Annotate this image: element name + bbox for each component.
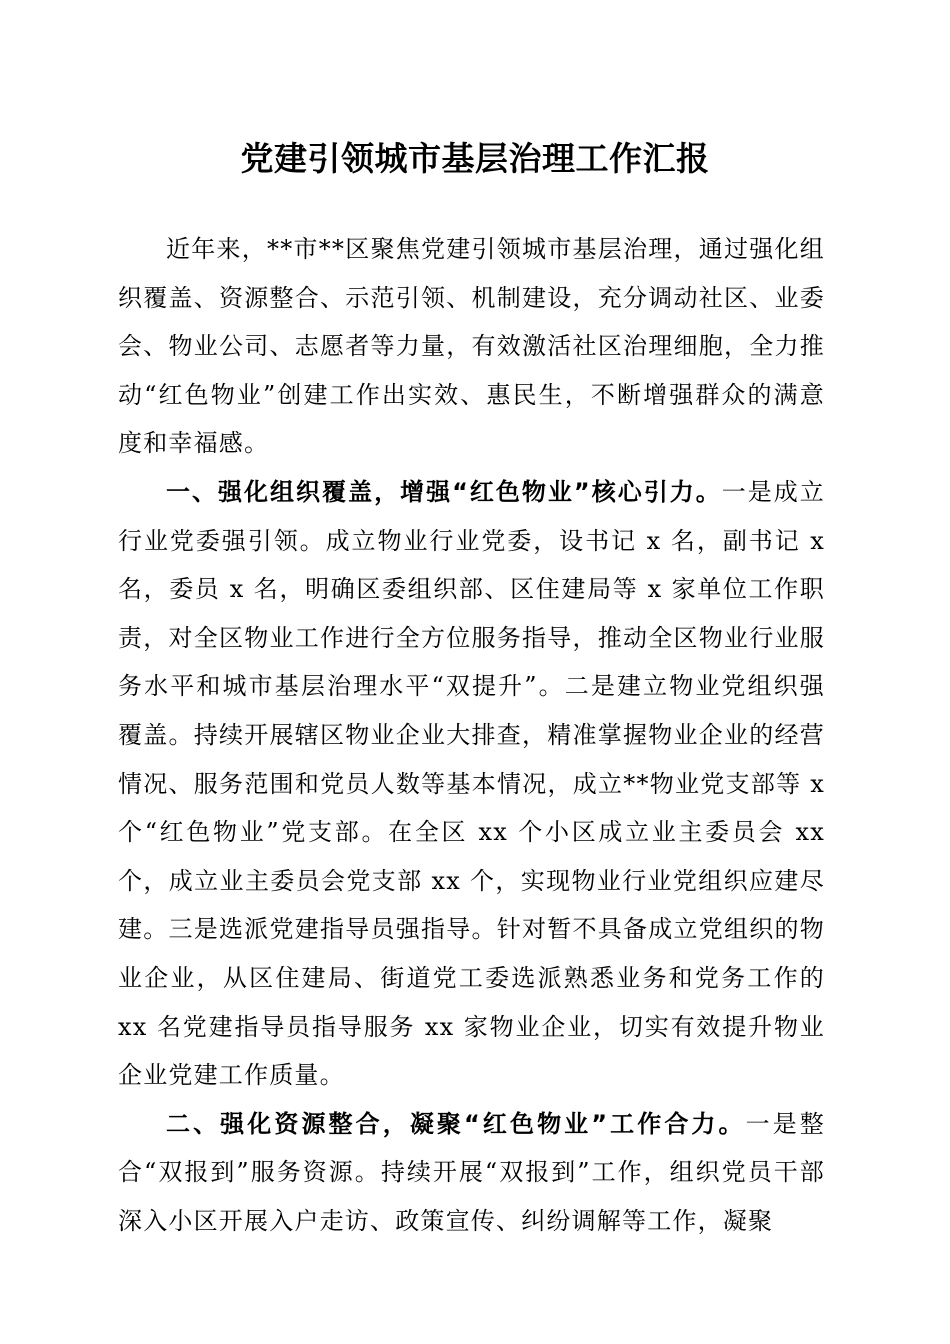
section-2-paragraph bbox=[118, 1100, 825, 1246]
section-1-paragraph bbox=[118, 468, 825, 1100]
document-title: 党建引领城市基层治理工作汇报 bbox=[240, 139, 710, 178]
document-body bbox=[118, 225, 825, 1245]
section-2-body: 一是整合“双报到”服务资源。持续开展“双报到”工作，组织党员干部深入小区开展入户走访、政策宣传、纠纷调解等工作，凝聚 bbox=[118, 1109, 825, 1235]
section-2-heading: 二、强化资源整合，凝聚“红色物业”工作合力。 bbox=[166, 1109, 746, 1138]
intro-paragraph: 近年来，**市**区聚焦党建引领城市基层治理，通过强化组织覆盖、资源整合、示范引领、机制建设，充分调动社区、业委会、物业公司、志愿者等力量，有效激活社区治理细胞，全力推动“红色物业”创建工作出实效、惠民生，不断增强群众的满意度和幸福感。 bbox=[118, 235, 825, 458]
section-1-body: 一是成立行业党委强引领。成立物业行业党委，设书记 x 名，副书记 x 名，委员 x 名，明确区委组织部、区住建局等 x 家单位工作职责，对全区物业工作进行全方位服务指导，推动全区物业行业服务水平和城市基层治理水平“双提升”。二是建立物业党组织强覆盖。持续开展辖区物业企业大排查，精准掌握物业企业的经营情况、服务范围和党员人数等基本情况，成立**物业党支部等 x 个“红色物业”党支部。在全区 xx 个小区成立业主委员会 xx 个，成立业主委员会党支部 xx 个，实现物业行业党组织应建尽建。三是选派党建指导员强指导。针对暂不具备成立党组织的物业企业，从区住建局、街道党工委选派熟悉业务和党务工作的 xx 名党建指导员指导服务 xx 家物业企业，切实有效提升物业企业党建工作质量。 bbox=[118, 477, 825, 1090]
section-1-heading: 一、强化组织覆盖，增强“红色物业”核心引力。 bbox=[166, 477, 722, 506]
